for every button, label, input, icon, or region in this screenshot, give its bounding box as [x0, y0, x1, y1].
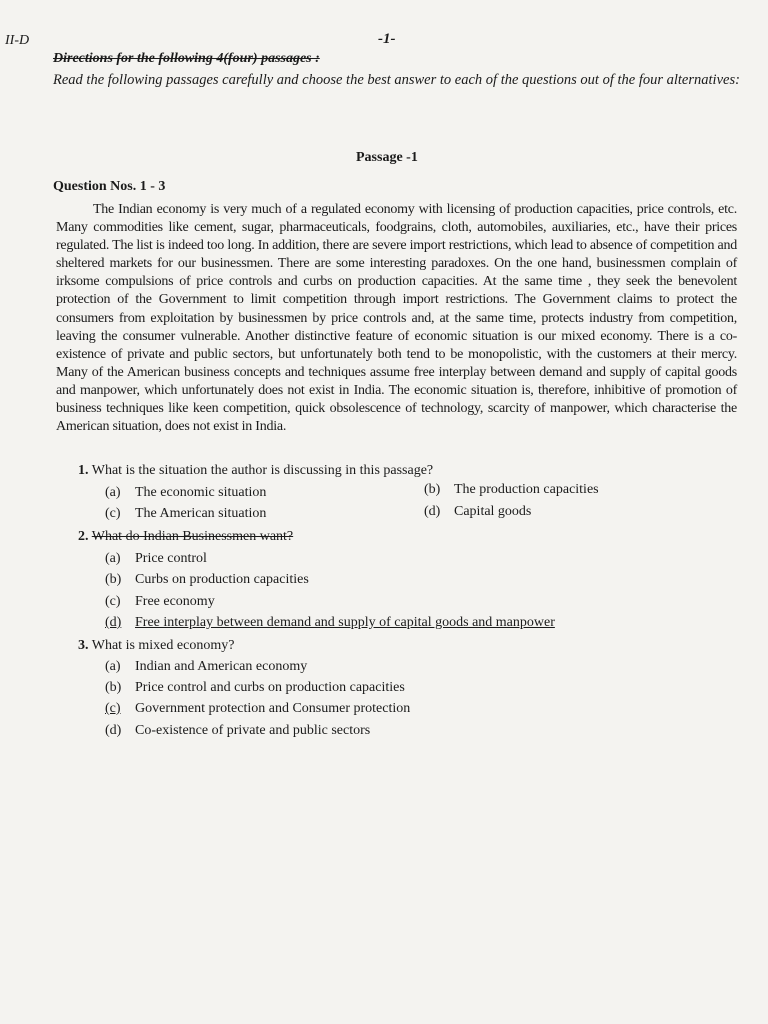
- option-3c[interactable]: [105, 701, 410, 717]
- option-2a[interactable]: [105, 551, 207, 567]
- option-text: Co-existence of private and public sectors: [135, 723, 371, 738]
- question-2: [78, 529, 293, 545]
- option-text: Government protection and Consumer protection: [135, 701, 411, 716]
- question-range: Question Nos. 1 - 3: [53, 179, 166, 194]
- option-label: (a): [105, 551, 121, 566]
- option-2d[interactable]: [105, 615, 555, 631]
- option-text: Free interplay between demand and supply of capital goods and manpower: [135, 615, 555, 630]
- option-text: The American situation: [135, 506, 267, 521]
- option-label: (a): [105, 485, 121, 500]
- directions-heading: Directions for the following 4(four) passages :: [53, 51, 320, 66]
- option-label: (a): [105, 659, 121, 674]
- booklet-code: II-D: [5, 33, 30, 48]
- page-number: -1-: [378, 31, 396, 47]
- question-text: What is mixed economy?: [91, 638, 235, 653]
- option-text: Free economy: [135, 594, 215, 609]
- option-label: (d): [424, 504, 441, 519]
- option-label: (d): [105, 723, 122, 738]
- option-label: (b): [105, 572, 122, 587]
- passage-body: The Indian economy is very much of a regulated economy with licensing of production capacities, price controls, etc. Many commodities like cement, sugar, pharmaceuticals, foodgrains, cloth, automobiles, auxiliaries, etc., have their prices regulated. The list is indeed too long. In addition, there are severe import restrictions, which lead to absence of competition and sheltered markets for our businessmen. There are some interesting paradoxes. On the one hand, businessmen complain of irksome compulsions of price controls and curbs on production capacities. At the same time , they seek the benevolent protection of the Government to limit competition through import restrictions. The Government claims to protect the consumers from exploitation by businessmen by price controls and, at the same time, protects industry from competition, leaving the consumer vulnerable. Another distinctive feature of economic situation is our mixed economy. There is a co-existence of private and public sectors, but unfortunately both tend to be monopolistic, with the customers at their mercy. Many of the American business concepts and techniques assume free interplay between demand and supply of capital goods and manpower, which unfortunately does not exist in India. The economic situation is, therefore, inhibitive of promotion of business techniques like keen competition, quick obsolescence of technology, scarcity of manpower, which characterise the American situation, does not exist in India.: [56, 202, 737, 435]
- option-2b[interactable]: [105, 572, 309, 588]
- question-text: What do Indian Businessmen want?: [91, 529, 294, 544]
- option-text: The production capacities: [454, 482, 599, 497]
- question-number: 2.: [78, 529, 89, 544]
- option-1a[interactable]: [105, 485, 266, 501]
- option-label: (b): [424, 482, 441, 497]
- option-2c[interactable]: [105, 594, 215, 610]
- option-label: (c): [105, 506, 121, 521]
- option-1d[interactable]: [424, 504, 531, 520]
- option-text: The economic situation: [135, 485, 267, 500]
- option-text: Price control: [135, 551, 207, 566]
- option-text: Price control and curbs on production capacities: [135, 680, 405, 695]
- option-1c[interactable]: [105, 506, 266, 522]
- option-text: Indian and American economy: [135, 659, 308, 674]
- option-3b[interactable]: [105, 680, 405, 696]
- question-number: 1.: [78, 463, 89, 478]
- option-label: (d): [105, 615, 122, 630]
- question-number: 3.: [78, 638, 89, 653]
- option-text: Capital goods: [454, 504, 532, 519]
- option-3a[interactable]: [105, 659, 307, 675]
- option-label: (c): [105, 701, 121, 716]
- passage-title: Passage -1: [356, 150, 418, 165]
- question-1: [78, 463, 433, 479]
- option-3d[interactable]: [105, 723, 370, 739]
- question-text: What is the situation the author is discussing in this passage?: [91, 463, 434, 478]
- option-label: (b): [105, 680, 122, 695]
- option-text: Curbs on production capacities: [135, 572, 309, 587]
- question-3: [78, 638, 234, 654]
- option-1b[interactable]: [424, 482, 599, 498]
- option-label: (c): [105, 594, 121, 609]
- directions-instruction: Read the following passages carefully and choose the best answer to each of the questions out of the four alternatives:: [53, 72, 740, 88]
